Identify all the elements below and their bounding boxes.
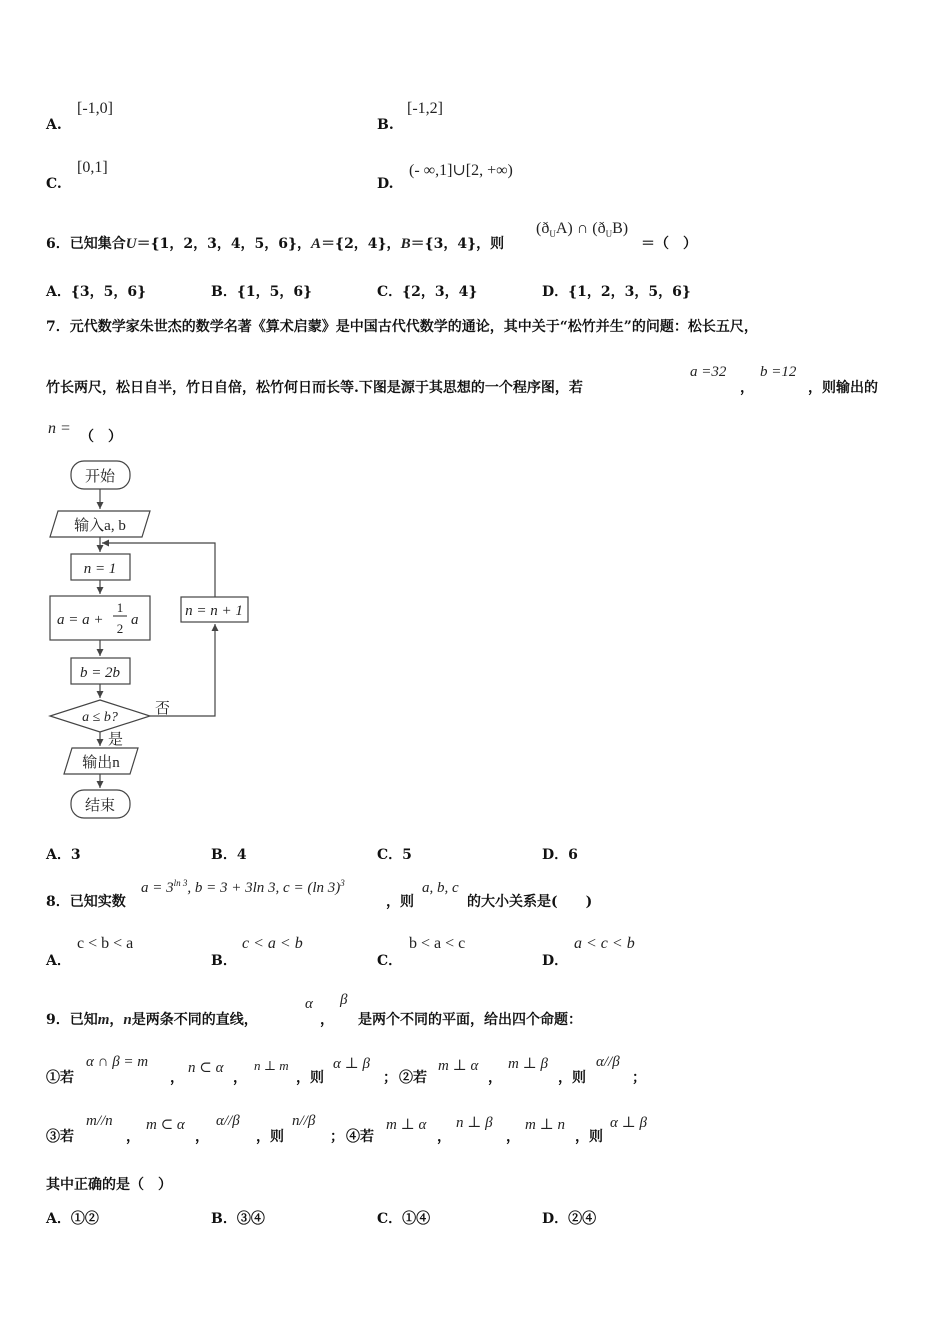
q9-stem-c: 是两个不同的平面，给出四个命题： xyxy=(358,1012,582,1028)
q9-option-d: D．②④ xyxy=(542,1211,597,1227)
q9-r1-res: α ⊥ β xyxy=(333,1056,370,1072)
q9-r2-c2: m ⊥ β xyxy=(508,1056,548,1072)
q5-option-c-letter: C. xyxy=(46,176,62,192)
q6-option-b: B．{1，5，6} xyxy=(211,284,313,300)
q6-stem-a: 6．已知集合 xyxy=(46,236,126,252)
q9-r2-res: α//β xyxy=(596,1054,620,1070)
q5-option-b-letter: B. xyxy=(377,117,394,133)
q8-option-d-letter: D． xyxy=(542,953,569,969)
q9-option-a: A．①② xyxy=(46,1211,99,1227)
q9-r1-c2: n ⊂ α xyxy=(188,1060,224,1076)
q9-r1-sep1: ， xyxy=(170,1070,184,1086)
q9-r1-then: ，则 xyxy=(296,1070,324,1086)
q6-a-label: A xyxy=(311,236,322,252)
q7-comma: ， xyxy=(740,380,754,396)
q7-option-b: B．4 xyxy=(211,847,247,863)
q9-stem-a: 9．已知 xyxy=(46,1012,98,1028)
q9-m: m xyxy=(97,1012,110,1028)
q9-n: n xyxy=(123,1012,132,1028)
q8-option-c-math: b < a < c xyxy=(409,935,466,952)
q5-option-c-math: [0,1] xyxy=(77,159,108,176)
q8-mid: ，则 xyxy=(386,894,414,910)
q9-r3-c3: α//β xyxy=(216,1113,240,1129)
q9-beta: β xyxy=(340,992,348,1008)
q9-r4-label: ④若 xyxy=(346,1129,374,1145)
q9-r3-semi: ； xyxy=(330,1129,344,1145)
q9-r4-c2: n ⊥ β xyxy=(456,1115,493,1131)
flow-start-text: 开始 xyxy=(84,469,116,485)
q9-r2-label: ②若 xyxy=(399,1070,427,1086)
q9-r4-c1: m ⊥ α xyxy=(386,1117,427,1133)
q7-n-eq: n = xyxy=(48,420,71,437)
q6-b-set: ＝{3，4}，则 xyxy=(410,236,505,252)
q9-r4-res: α ⊥ β xyxy=(610,1115,647,1131)
q8-stem: 8．已知实数 xyxy=(46,894,126,910)
q9-r2-c1: m ⊥ α xyxy=(438,1058,479,1074)
q7-b-value: b =12 xyxy=(760,364,797,380)
q9-r1-semi: ； xyxy=(383,1070,397,1086)
q9-r3-then: ，则 xyxy=(256,1129,284,1145)
q9-r2-sep: ， xyxy=(488,1070,502,1086)
q6-expr-open: (ð xyxy=(536,220,550,237)
q9-alpha: α xyxy=(305,996,313,1012)
flow-a-update-rhs: a xyxy=(131,612,139,628)
q5-option-a-letter: A. xyxy=(46,117,62,133)
q7-line2: 竹长两尺，松日自半，竹日自倍，松竹何日而长等.下图是源于其思想的一个程序图，若 xyxy=(46,380,583,396)
q9-option-b: B．③④ xyxy=(211,1211,265,1227)
q9-r1-sep2: ， xyxy=(233,1070,247,1086)
q6-option-a: A．{3，5，6} xyxy=(46,284,147,300)
q9-r3-label: ③若 xyxy=(46,1129,74,1145)
q7-tail: （ ） xyxy=(80,429,122,445)
q9-ask: 其中正确的是（ ） xyxy=(46,1177,172,1193)
q9-r2-then: ，则 xyxy=(558,1070,586,1086)
q9-sep2: ， xyxy=(320,1012,334,1028)
q7-line2-tail: ，则输出的 xyxy=(808,380,878,396)
q5-option-b-math: [-1,2] xyxy=(407,100,443,117)
flow-frac-num: 1 xyxy=(116,600,124,615)
q7-option-c: C．5 xyxy=(377,847,412,863)
flow-end-text: 结束 xyxy=(84,798,116,814)
q8-option-b-letter: B． xyxy=(211,953,237,969)
q9-r4-then: ，则 xyxy=(575,1129,603,1145)
q9-r2-semi: ； xyxy=(632,1070,646,1086)
q8-exp2: 3 xyxy=(340,878,345,888)
flow-b-update-text: b = 2b xyxy=(79,665,121,681)
q8-option-b-math: c < a < b xyxy=(242,935,303,952)
q9-r1-c3: n ⊥ m xyxy=(254,1058,289,1073)
q8-vars: a, b, c xyxy=(422,880,459,896)
q7-option-d: D．6 xyxy=(542,847,578,863)
q9-r4-sep2: ， xyxy=(506,1129,520,1145)
q9-sep: ， xyxy=(109,1012,124,1028)
flow-n-init-text: n = 1 xyxy=(83,561,117,577)
q8-tail: 的大小关系是( ) xyxy=(467,894,593,910)
flow-a-update-lhs: a = a + xyxy=(57,612,104,628)
q6-expr-a: A) ∩ (ð xyxy=(555,220,606,237)
q5-option-d-math: (- ∞,1]∪[2, +∞) xyxy=(409,162,513,179)
q5-option-d-letter: D. xyxy=(377,176,394,192)
q8-option-d-math: a < c < b xyxy=(574,935,635,952)
q6-a-set: ＝{2，4}， xyxy=(321,236,401,252)
q9-r3-c1: m//n xyxy=(86,1113,113,1129)
q6-b-label: B xyxy=(400,236,411,252)
flow-loop-text: n = n + 1 xyxy=(185,603,243,619)
q7-a-value: a =32 xyxy=(690,364,727,380)
q9-r1-label: ①若 xyxy=(46,1070,74,1086)
q9-r4-sep1: ， xyxy=(437,1129,451,1145)
q6-option-c: C．{2，3，4} xyxy=(377,284,478,300)
q7-option-a: A．3 xyxy=(46,847,81,863)
q8-expression xyxy=(141,878,345,897)
flow-input-text: 输入a, b xyxy=(74,518,126,534)
flow-frac-den: 2 xyxy=(116,621,124,636)
q6-expr-b: B) xyxy=(612,220,629,237)
q8-option-c-letter: C． xyxy=(377,953,403,969)
q8-expr-a: a = 3 xyxy=(141,880,174,896)
flow-output-text: 输出n xyxy=(82,755,120,771)
q7-line1: 7．元代数学家朱世杰的数学名著《算术启蒙》是中国古代代数学的通论，其中关于“松竹并生”的问题：松长五尺， xyxy=(46,319,758,335)
q6-expression: $(ð_UA)$ ∩ $(ð_UB)$ xyxy=(536,220,629,239)
q9-r3-c2: m ⊂ α xyxy=(146,1117,185,1133)
flow-no-label: 否 xyxy=(155,701,171,717)
q8-expr-bc: , b = 3 + 3ln 3, c = (ln 3) xyxy=(187,880,341,896)
q6-u-label: U xyxy=(125,236,137,252)
q6-option-d: D．{1，2，3，5，6} xyxy=(542,284,691,300)
flow-yes-label: 是 xyxy=(108,732,124,748)
q9-stem-b: 是两条不同的直线， xyxy=(131,1012,258,1028)
q5-option-a-math: [-1,0] xyxy=(77,100,113,117)
q6-tail: ＝（ ） xyxy=(641,236,697,252)
q6-u-set: ＝{1，2，3，4，5，6}， xyxy=(136,236,312,252)
q9-r3-sep2: ， xyxy=(195,1129,209,1145)
q8-exp1: ln 3 xyxy=(173,878,188,888)
q9-stem xyxy=(46,1009,258,1029)
q9-r4-c3: m ⊥ n xyxy=(525,1117,565,1133)
q8-option-a-math: c < b < a xyxy=(77,935,134,952)
q9-r1-c1: α ∩ β = m xyxy=(86,1054,149,1070)
flow-cond-text: a ≤ b? xyxy=(82,710,118,725)
q9-r3-sep1: ， xyxy=(126,1129,140,1145)
q8-option-a-letter: A． xyxy=(46,953,71,969)
q9-option-c: C．①④ xyxy=(377,1211,431,1227)
q9-r3-res: n//β xyxy=(292,1113,316,1129)
